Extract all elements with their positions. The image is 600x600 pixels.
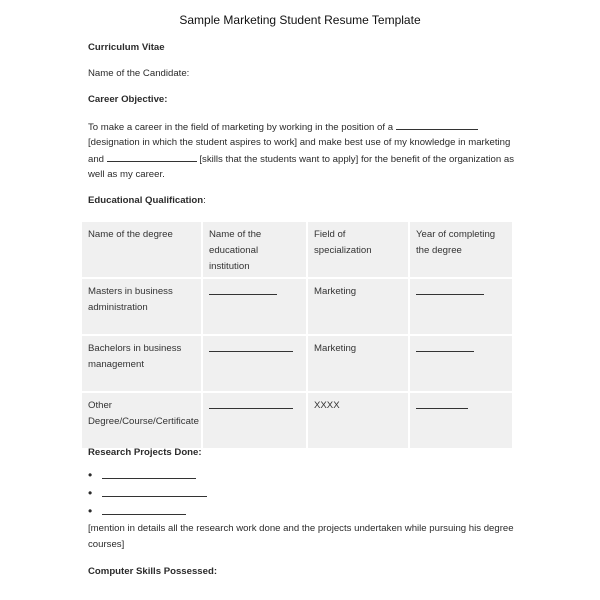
skills-blank bbox=[107, 151, 197, 162]
educational-qualification-colon: : bbox=[203, 195, 206, 206]
table-row-1-field: Marketing bbox=[308, 279, 408, 334]
research-note-line-2: courses] bbox=[88, 539, 125, 550]
career-objective-line-1 bbox=[88, 119, 478, 136]
educational-qualification-heading-text: Educational Qualification bbox=[88, 195, 204, 206]
bullet-icon: • bbox=[88, 486, 93, 500]
table-header-year: Year of completing the degree bbox=[410, 222, 512, 277]
career-objective-line-3-prefix: and bbox=[88, 154, 105, 165]
blank-line bbox=[416, 400, 468, 409]
blank-line bbox=[209, 286, 277, 295]
bullet-icon: • bbox=[88, 504, 93, 518]
table-row-2-degree: Bachelors in business management bbox=[82, 336, 201, 391]
blank-line bbox=[209, 400, 293, 409]
education-table bbox=[82, 222, 512, 448]
position-blank bbox=[396, 119, 478, 130]
candidate-name-label: Name of the Candidate: bbox=[88, 68, 190, 79]
table-row-3-institution bbox=[203, 393, 306, 448]
research-note-line-1: [mention in details all the research work done and the projects undertaken while pursuing his degree bbox=[88, 523, 514, 534]
educational-qualification-heading bbox=[88, 193, 206, 209]
research-projects-heading: Research Projects Done: bbox=[88, 447, 202, 458]
table-row-2-field: Marketing bbox=[308, 336, 408, 391]
career-objective-line-3 bbox=[88, 151, 514, 168]
document-title: Sample Marketing Student Resume Template bbox=[179, 13, 421, 27]
table-header-institution: Name of the educational institution bbox=[203, 222, 306, 277]
bullet-icon: • bbox=[88, 468, 93, 482]
blank-line bbox=[209, 343, 293, 352]
blank-line bbox=[102, 496, 207, 497]
table-row-3-year bbox=[410, 393, 512, 448]
table-row-2-year bbox=[410, 336, 512, 391]
table-row-3-field: XXXX bbox=[308, 393, 408, 448]
career-objective-line-2: [designation in which the student aspires to work] and make best use of my knowledge in marketing bbox=[88, 137, 511, 148]
computer-skills-heading: Computer Skills Possessed: bbox=[88, 566, 218, 577]
table-row-1-degree: Masters in business administration bbox=[82, 279, 201, 334]
career-objective-line-1-text: To make a career in the field of marketing by working in the position of a bbox=[88, 122, 394, 133]
table-header-degree: Name of the degree bbox=[82, 222, 201, 277]
blank-line bbox=[102, 514, 186, 515]
blank-line bbox=[102, 478, 196, 479]
table-header-specialization: Field of specialization bbox=[308, 222, 408, 277]
blank-line bbox=[416, 343, 474, 352]
table-row-3-degree: Other Degree/Course/Certificate bbox=[82, 393, 201, 448]
table-row-1-year bbox=[410, 279, 512, 334]
blank-line bbox=[416, 286, 484, 295]
career-objective-line-3-suffix: [skills that the students want to apply] for the benefit of the organization as bbox=[199, 154, 515, 165]
career-objective-line-4: well as my career. bbox=[88, 169, 165, 180]
curriculum-vitae-heading: Curriculum Vitae bbox=[88, 42, 165, 53]
career-objective-heading: Career Objective: bbox=[88, 94, 168, 105]
table-row-1-institution bbox=[203, 279, 306, 334]
table-row-2-institution bbox=[203, 336, 306, 391]
